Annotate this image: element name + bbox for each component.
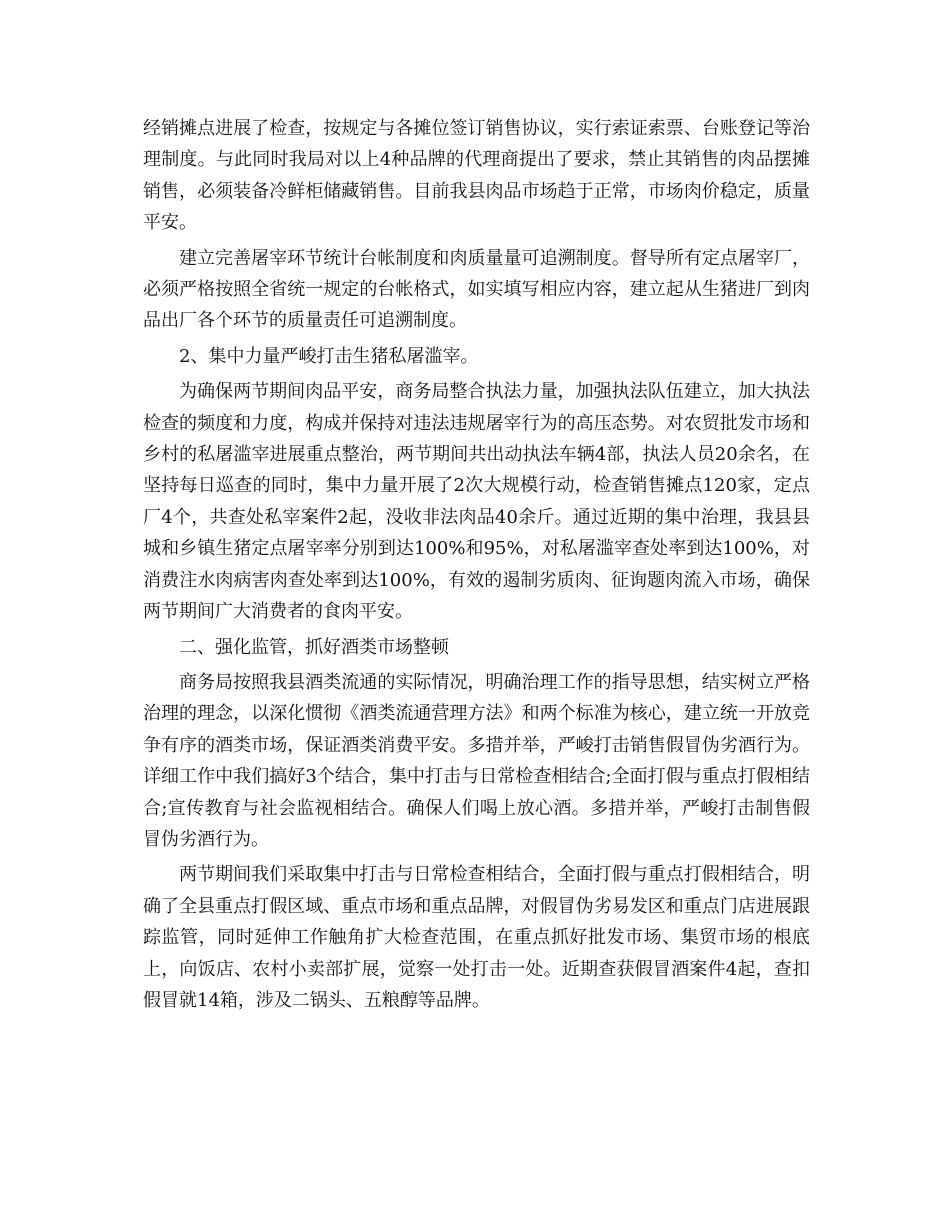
- paragraph-2: 建立完善屠宰环节统计台帐制度和肉质量量可追溯制度。督导所有定点屠宰厂，必须严格按照全省统一规定的台帐格式，如实填写相应内容，建立起从生猪进厂到肉品出厂各个环节的质量责任可追溯制度。: [143, 247, 810, 332]
- section-heading-two: 二、强化监管，抓好酒类市场整顿: [179, 636, 449, 658]
- paragraph-1: 经销摊点进展了检查，按规定与各摊位签订销售协议，实行索证索票、台账登记等治理制度。与此同时我局对以上4种品牌的代理商提出了要求，禁止其销售的肉品摆摊销售，必须装备冷鲜柜储藏销售。目前我县肉品市场趋于正常，市场肉价稳定，质量平安。: [143, 118, 810, 234]
- paragraph-3: 为确保两节期间肉品平安，商务局整合执法力量，加强执法队伍建立，加大执法检查的频度和力度，构成并保持对违法违规屠宰行为的高压态势。对农贸批发市场和乡村的私屠滥宰进展重点整治，两节期间共出动执法车辆4部，执法人员20余名，在坚持每日巡查的同时，集中力量开展了2次大规模行动，检查销售摊点120家，定点厂4个，共查处私宰案件2起，没收非法肉品40余斤。通过近期的集中治理，我县县城和乡镇生猪定点屠宰率分别到达100%和95%，对私屠滥宰查处率到达100%，对消费注水肉病害肉查处率到达100%，有效的遏制劣质肉、征询题肉流入市场，确保两节期间广大消费者的食肉平安。: [143, 381, 810, 623]
- paragraph-5: 两节期间我们采取集中打击与日常检查相结合，全面打假与重点打假相结合，明确了全县重点打假区域、重点市场和重点品牌，对假冒伪劣易发区和重点门店进展跟踪监管，同时延伸工作触角扩大检查范围，在重点抓好批发市场、集贸市场的根底上，向饭店、农村小卖部扩展，觉察一处打击一处。近期查获假冒酒案件4起，查扣假冒就14箱，涉及二锅头、五粮醇等品牌。: [143, 864, 810, 1011]
- document-body: [143, 113, 810, 1020]
- section-heading-2: 2、集中力量严峻打击生猪私屠滥宰。: [179, 345, 479, 367]
- paragraph-4: 商务局按照我县酒类流通的实际情况，明确治理工作的指导思想，结实树立严格治理的理念，以深化惯彻《酒类流通营理方法》和两个标准为核心，建立统一开放竞争有序的酒类市场，保证酒类消费平安。多措并举，严峻打击销售假冒伪劣酒行为。详细工作中我们搞好3个结合，集中打击与日常检查相结合;全面打假与重点打假相结合;宣传教育与社会监视相结合。确保人们喝上放心酒。多措并举，严峻打击制售假冒伪劣酒行为。: [143, 671, 810, 850]
